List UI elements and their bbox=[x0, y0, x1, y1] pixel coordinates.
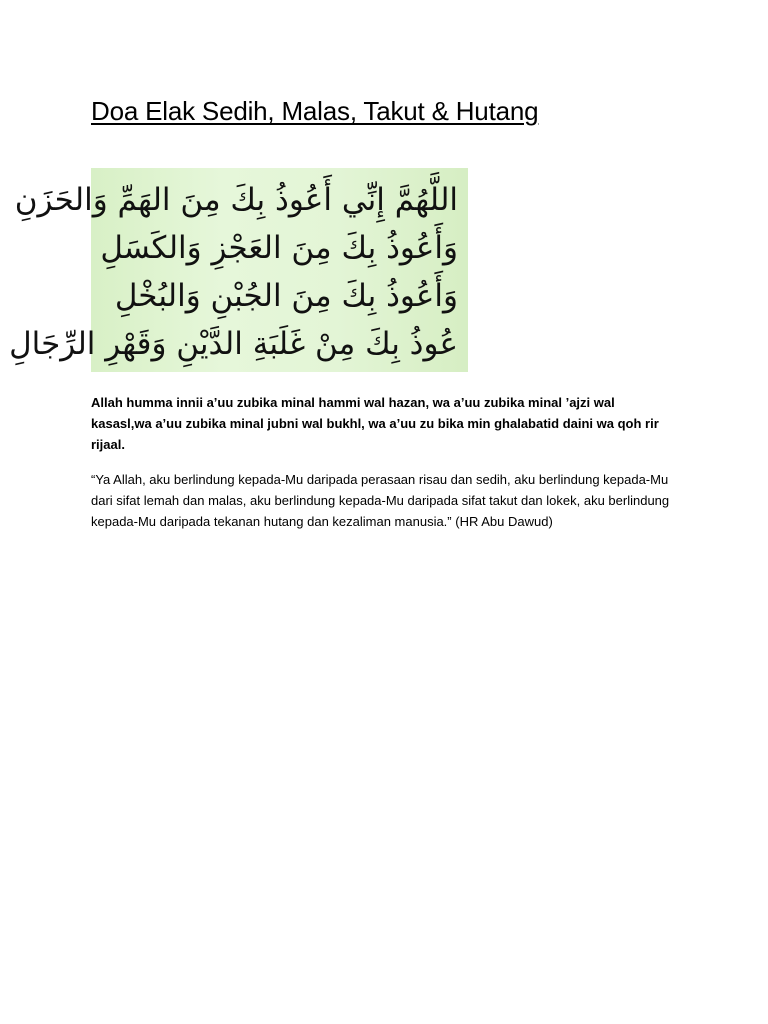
arabic-line-1: اللَّهُمَّ إِنِّي أَعُوذُ بِكَ مِنَ الهَمِّ وَالحَزَنِ bbox=[14, 182, 458, 218]
arabic-prayer-image bbox=[9, 168, 468, 372]
page-title: Doa Elak Sedih, Malas, Takut & Hutang bbox=[91, 96, 539, 126]
arabic-line-2: وَأَعُوذُ بِكَ مِنَ العَجْزِ وَالكَسَلِ bbox=[100, 230, 458, 266]
arabic-line-4: عُوذُ بِكَ مِنْ غَلَبَةِ الدَّيْنِ وَقَهْرِ الرِّجَالِ bbox=[9, 326, 458, 362]
translation-paragraph: “Ya Allah, aku berlindung kepada-Mu daripada perasaan risau dan sedih, aku berlindung kepada-Mu dari sifat lemah dan malas, aku berlindung kepada-Mu daripada sifat takut dan lokek, aku berlindung kepada-Mu daripada tekanan hutang dan kezaliman manusia.” (HR Abu Dawud) bbox=[91, 472, 670, 529]
transliteration-paragraph: Allah humma innii a’uu zubika minal hammi wal hazan, wa a’uu zubika minal ’ajzi wal kasasl,wa a’uu zubika minal jubni wal bukhl, wa a’uu zu bika min ghalabatid daini wa qoh rir rijaal. bbox=[91, 395, 659, 452]
arabic-line-3: وَأَعُوذُ بِكَ مِنَ الجُبْنِ وَالبُخْلِ bbox=[114, 278, 458, 314]
